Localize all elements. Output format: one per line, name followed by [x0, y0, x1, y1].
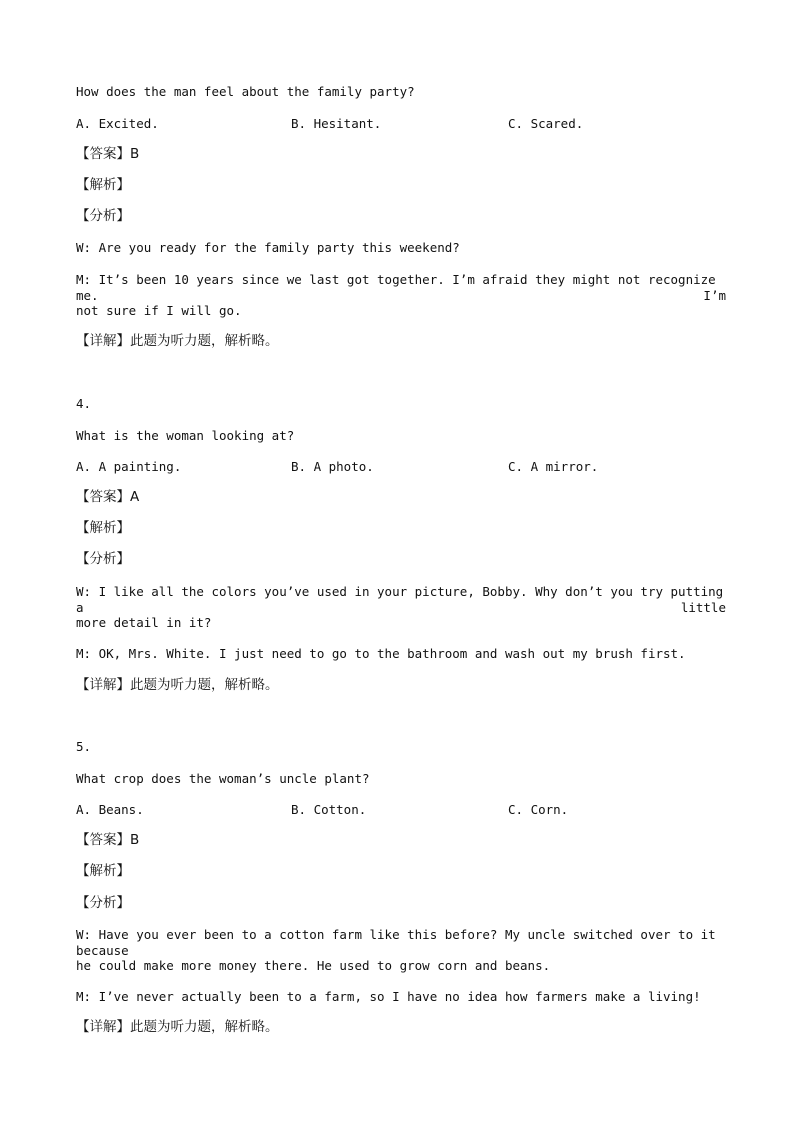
q4-option-c: C. A mirror.: [508, 459, 599, 474]
q4-option-a: A. A painting.: [76, 459, 182, 474]
q3-answer: 【答案】B: [76, 146, 140, 162]
q4-answer: 【答案】A: [76, 489, 140, 505]
q5-breakdown-heading: 【分析】: [76, 895, 130, 911]
q3-dialogue-line: not sure if I will go.: [76, 303, 242, 318]
q4-detail: 【详解】此题为听力题，解析略。: [76, 677, 279, 693]
q5-analysis-heading: 【解析】: [76, 863, 130, 879]
q4-number: 4.: [76, 396, 92, 411]
q5-option-c: C. Corn.: [508, 802, 569, 817]
q4-analysis-heading: 【解析】: [76, 520, 130, 536]
q5-dialogue-line: M: I’ve never actually been to a farm, so I have no idea how farmers make a living!: [76, 989, 701, 1004]
q3-option-a: A. Excited.: [76, 116, 159, 131]
q4-option-b: B. A photo.: [291, 459, 374, 474]
q4-question: What is the woman looking at?: [76, 428, 295, 443]
q3-question: How does the man feel about the family party?: [76, 84, 415, 99]
q3-option-c: C. Scared.: [508, 116, 584, 131]
q5-detail: 【详解】此题为听力题，解析略。: [76, 1019, 279, 1035]
q4-breakdown-heading: 【分析】: [76, 551, 130, 567]
q3-analysis-heading: 【解析】: [76, 177, 130, 193]
q5-dialogue-line: W: Have you ever been to a cotton farm like this before? My uncle switched over to it because: [76, 927, 716, 958]
q4-dialogue-line: W: I like all the colors you’ve used in your picture, Bobby. Why don’t you try putting a little: [76, 584, 726, 615]
q4-dialogue-line: more detail in it?: [76, 615, 212, 630]
q5-option-b: B. Cotton.: [291, 802, 367, 817]
q5-answer: 【答案】B: [76, 832, 140, 848]
q5-question: What crop does the woman’s uncle plant?: [76, 771, 370, 786]
q5-number: 5.: [76, 739, 92, 754]
q4-dialogue-line: M: OK, Mrs. White. I just need to go to the bathroom and wash out my brush first.: [76, 646, 686, 661]
q5-option-a: A. Beans.: [76, 802, 144, 817]
q3-option-b: B. Hesitant.: [291, 116, 382, 131]
q3-dialogue-line: M: It’s been 10 years since we last got together. I’m afraid they might not recognize me. I’m: [76, 272, 726, 303]
q5-dialogue-line: he could make more money there. He used to grow corn and beans.: [76, 958, 551, 973]
q3-detail: 【详解】此题为听力题，解析略。: [76, 333, 279, 349]
q3-dialogue-line: W: Are you ready for the family party this weekend?: [76, 240, 460, 255]
q3-breakdown-heading: 【分析】: [76, 208, 130, 224]
